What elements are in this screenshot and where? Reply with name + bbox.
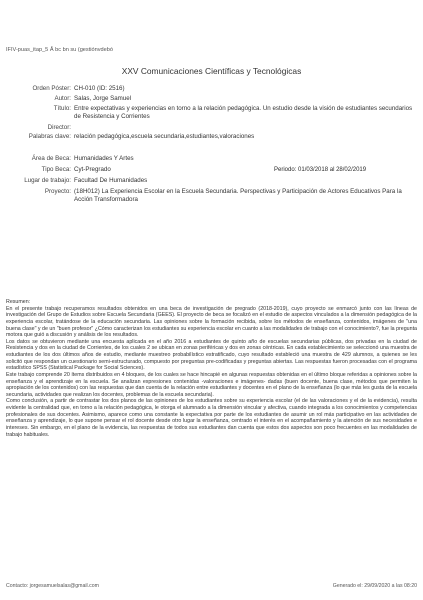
palabras-label: Palabras clave: — [28, 133, 71, 140]
beca-block — [0, 155, 423, 205]
row-autor — [0, 95, 423, 103]
autor-label: Autor: — [54, 95, 71, 102]
metadata-block — [0, 85, 423, 141]
page-footer — [6, 583, 417, 589]
lugar-label: Lugar de trabajo: — [24, 177, 71, 184]
orden-label: Orden Póster: — [32, 85, 71, 92]
row-palabras — [0, 133, 423, 141]
proyecto-value: (18H012) La Experiencia Escolar en la Escuela Secundaria. Perspectivas y Participación de Actores Educativos Para la Acción Transformadora — [74, 188, 402, 203]
periodo-value: 01/03/2018 al 28/02/2019 — [298, 167, 367, 173]
page-title: XXV Comunicaciones Científicas y Tecnológicas — [121, 66, 302, 76]
orden-value: CH-010 (ID: 2516) — [74, 85, 125, 92]
top-identifier: IFIV-puas_itap_5 Å bc bn su (gestiónvdebó — [6, 47, 113, 53]
tipo-label: Tipo Beca: — [41, 166, 71, 173]
generated-timestamp: Generado el: 29/09/2020 a las 08:20 — [332, 583, 417, 589]
abstract-paragraph-3: Este trabajo comprende 20 ítems distribuidos en 4 bloques, de los cuales se hace hincapié en algunas respuestas obtenidas en el último bloque referidas a opiniones sobre la enseñanza y el aprendizaje en la escuela. Se analizan expresiones contenidas -valoraciones e imágenes- dadas (buen docente, buena clase, métodos que permiten la apropiación de los contenidos) con las respuestas que dan cuenta de la relación entre estudiantes y docentes en el plano de la enseñanza (lo que más les gusta de la escuela secundaria, actividades que realizan los docentes, problemas de la escuela secundaria). — [6, 371, 417, 398]
proyecto-label: Proyecto: — [44, 188, 71, 195]
tipo-value: Cyt-Pregrado — [74, 166, 111, 173]
abstract-paragraph-2: Los datos se obtuvieron mediante una encuesta aplicada en el año 2016 a estudiantes de quinto año de escuelas secundarias públicas, dos privadas en la ciudad de Resistencia y dos en la ciudad de Corrientes, de los cuales 2 se ubican en zonas periféricas y dos en zonas céntricas. En cada establecimiento se seleccionó una muestra de estudiantes de los dos últimos años de estudio, mediante muestreo probabilístico estratificado, cuyo resultado estableció una muestra de 429 alumnos, a quienes se les solicitó que respondan un cuestionario semi-estructurado, compuesto por preguntas pre-codificadas y preguntas abiertas. Las respuestas fueron procesadas con el programa estadístico SPSS (Statistical Package for Social Sciences). — [6, 338, 417, 372]
lugar-value: Facultad De Humanidades — [74, 177, 148, 184]
contact-email: Contacto: jorgesamuelsalas@gmail.com — [6, 583, 99, 589]
palabras-value: relación pedagógica,escuela secundaria,estudiantes,valoraciones — [74, 133, 255, 140]
row-orden — [0, 85, 423, 93]
abstract-paragraph-1: En el presente trabajo recuperamos resultados obtenidos en una beca de investigación de pregrado (2018-2019), cuyo proyecto se enmarcó junto con las líneas de investigación del Grupo de Estudios sobre Escuela Secundaria (GEES). El proyecto de beca se focalizó en el estudio de aspectos vinculados a la dimensión pedagógica de la experiencia escolar, tratándose de la educación secundaria. Las opiniones sobre la formación recibida, sobre los métodos de enseñanza, contenidos, imágenes de "una buena clase" y de un "buen profesor" ¿Cómo caracterizan los estudiantes su experiencia escolar en cuanto a las modalidades de trabajo con el conocimiento?, fue la pregunta motora que guió a discusión y análisis de los resultados. — [6, 305, 417, 339]
row-tipo — [0, 166, 423, 174]
abstract-paragraph-4: Como conclusión, a partir de contrastar los dos planos de las opiniones de los estudiantes sobre su experiencia escolar (el de las valoraciones y el de la evidencia), resulta evidente la centralidad que, en torno a la relación pedagógica, le otorga el alumnado a la dimensión vincular y afectiva, cuando integrada a los conocimientos y competencias profesionales de sus docentes. Asimismo, aparece como una constante la expectativa por parte de los estudiantes de asumir un rol más participativo en las actividades de enseñanza y aprendizaje, lo que supone pensar el rol docente desde otro lugar la enseñanza, centrado el interés en el acompañamiento y la atención de sus necesidades e intereses. Sin embargo, en el plano de la evidencia, las respuestas de todos sus estudiantes dan cuenta que estos dos aspectos son poco frecuentes en las modalidades de trabajo habituales. — [6, 398, 417, 438]
row-proyecto — [0, 188, 423, 205]
periodo-label: Periodo: — [274, 167, 297, 173]
area-value: Humanidades Y Artes — [74, 155, 134, 162]
titulo-value: Entre expectativas y experiencias en torno a la relación pedagógica. Un estudio desde la visión de estudiantes secundarios de Resistencia y Corrientes — [74, 105, 413, 120]
abstract-heading: Resumen: — [6, 299, 31, 305]
row-area — [0, 155, 423, 163]
director-label: Director: — [47, 124, 71, 131]
periodo-field — [274, 166, 366, 174]
abstract-section — [6, 299, 417, 438]
autor-value: Salas, Jorge Samuel — [74, 95, 132, 102]
row-titulo — [0, 105, 423, 122]
titulo-label: Título: — [53, 105, 71, 112]
row-director — [0, 124, 423, 132]
area-label: Área de Beca: — [31, 155, 71, 162]
row-lugar — [0, 177, 423, 185]
